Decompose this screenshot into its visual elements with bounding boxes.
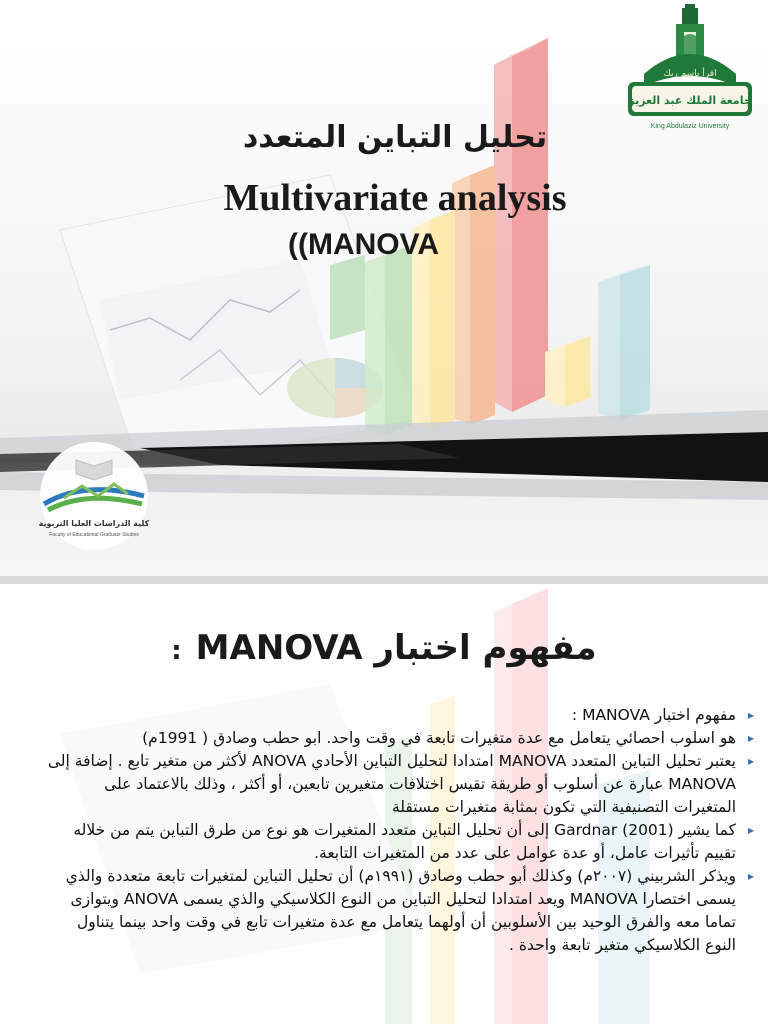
slide-heading-colon: :	[171, 636, 182, 666]
kau-university-logo	[624, 4, 756, 132]
list-item: ▸ ويذكر الشربيني (٢٠٠٧م) وكذلك أبو حطب وصادق (١٩٩١م) أن تحليل التباين لمتغيرات تابعة متعددة والذي يسمى اختصارا MANOVA ويعد امتدادا لتحليل التباين من النوع الكلاسيكي والذي يسمى ANOVA ويتوازى تماما معه والفرق الوحيد بين الأسلوبين أن أولهما يتعامل مع عدة متغيرات تابع في وقت واحد بينما يتناول النوع الكلاسيكي متغير تابعة واحدة .	[44, 865, 746, 957]
content-slide	[0, 584, 768, 1024]
list-item: ▸ هو اسلوب احصائي يتعامل مع عدة متغيرات تابعة في وقت واحد. ابو حطب وصادق ( 1991م)	[44, 727, 746, 750]
list-item: ▸ كما يشير (2001) Gardnar إلى أن تحليل التباين متعدد المتغيرات هو نوع من طرق التباين يتم من خلاله تقييم تأثيرات عامل، أو عدة عوامل على عدد من المتغيرات التابعة.	[44, 819, 746, 865]
list-item: ▸ مفهوم اختبار MANOVA :	[44, 704, 746, 727]
faculty-logo	[24, 440, 164, 560]
kau-logo-arabic-text: جامعة الملك عبد العزيز	[628, 94, 752, 107]
faculty-logo-arabic-text: كلية الدراسات العليا التربوية	[38, 519, 150, 528]
slide-title-manova: ((MANOVA	[288, 228, 440, 261]
slide-title-english: Multivariate analysis	[223, 177, 567, 219]
list-item: ▸ يعتبر تحليل التباين المتعدد MANOVA امتدادا لتحليل التباين الأحادي ANOVA لأكثر من متغير تابع . إضافة إلى MANOVA عبارة عن أسلوب أو طريقة تقيس اختلافات متغيرين تابعين، أو أكثر ، وذلك بالاعتماد على المتغيرات التصنيفية التي تكون بمثابة متغيرات مستقلة	[44, 750, 746, 819]
slide-heading	[0, 628, 768, 668]
faculty-logo-english-text: Faculty of Educational Graduate Studies	[49, 532, 139, 538]
kau-logo-english-text: King Abdulaziz University	[650, 123, 730, 130]
slide-heading-text: مفهوم اختبار MANOVA	[195, 628, 597, 668]
kau-logo-motto: اقرأ باسم ربك	[663, 69, 717, 79]
bullet-list	[44, 704, 746, 957]
slide-title-arabic: تحليل التباين المتعدد	[242, 120, 548, 155]
